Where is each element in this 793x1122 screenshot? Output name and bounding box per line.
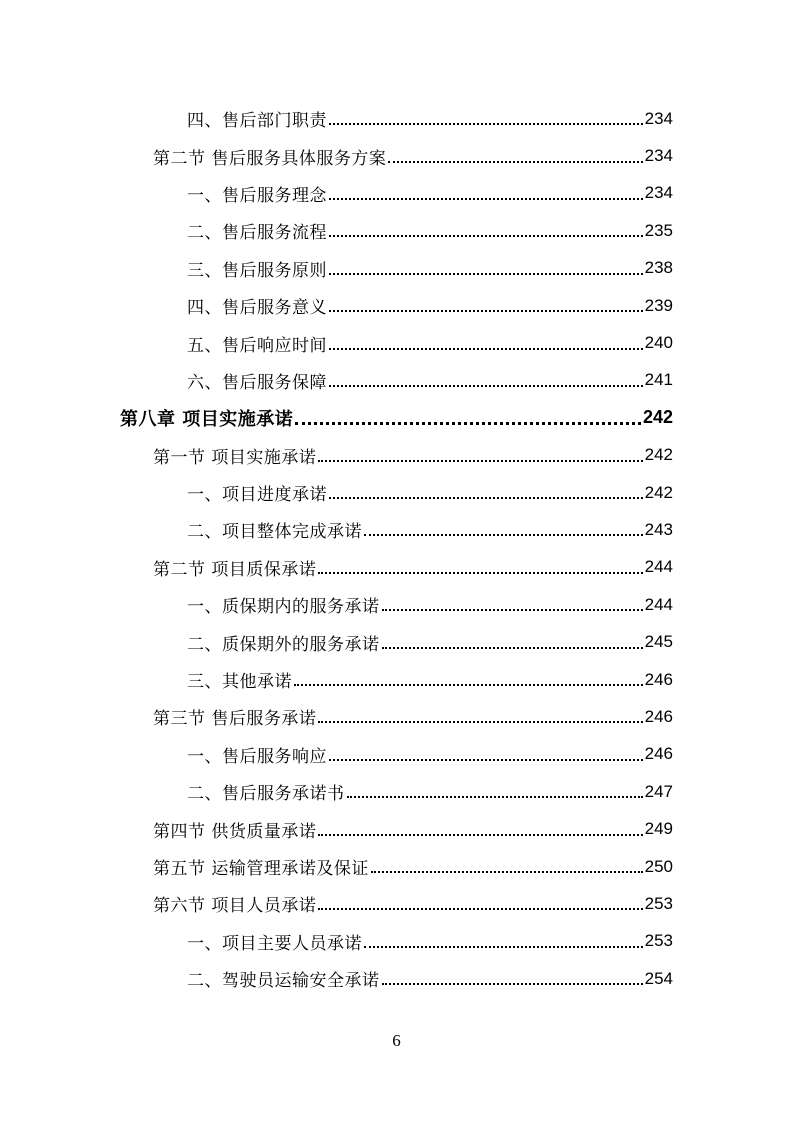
toc-dot-leader: [318, 459, 642, 462]
toc-dot-leader: [329, 234, 643, 237]
toc-dot-leader: [329, 197, 643, 200]
toc-dot-leader: [347, 795, 643, 798]
toc-entry-page: 254: [644, 968, 673, 988]
toc-entry-page: 234: [644, 146, 673, 166]
toc-entry-title: 四、售后服务意义: [187, 298, 327, 319]
toc-dot-leader: [329, 758, 643, 761]
toc-entry-title: 第六节 项目人员承诺: [153, 896, 317, 917]
toc-entry[interactable]: [0, 474, 793, 511]
table-of-contents: [0, 100, 793, 997]
toc-dot-leader: [364, 533, 643, 536]
toc-entry[interactable]: [0, 175, 793, 212]
toc-entry-title: 第四节 供货质量承诺: [153, 821, 317, 842]
toc-entry-title: 二、售后服务承诺书: [187, 784, 345, 805]
toc-dot-leader: [329, 309, 643, 312]
toc-entry[interactable]: [0, 287, 793, 324]
toc-entry-title: 第三节 售后服务承诺: [153, 709, 317, 730]
toc-entry-page: 249: [644, 819, 673, 839]
toc-entry-title: 第八章 项目实施承诺: [120, 408, 294, 430]
toc-entry-page: 242: [644, 445, 673, 465]
toc-entry[interactable]: [0, 437, 793, 474]
toc-dot-leader: [388, 160, 642, 163]
toc-entry[interactable]: [0, 362, 793, 399]
toc-entry-title: 第二节 售后服务具体服务方案: [153, 148, 387, 169]
toc-entry[interactable]: [0, 736, 793, 773]
toc-entry[interactable]: [0, 623, 793, 660]
toc-dot-leader: [329, 122, 643, 125]
toc-entry[interactable]: [0, 960, 793, 997]
toc-entry-page: 244: [644, 594, 673, 614]
toc-entry[interactable]: [0, 810, 793, 847]
toc-entry-page: 253: [644, 893, 673, 913]
toc-entry-page: 246: [644, 669, 673, 689]
toc-entry-page: 245: [644, 632, 673, 652]
toc-dot-leader: [294, 683, 643, 686]
toc-entry-page: 242: [644, 482, 673, 502]
toc-entry-page: 235: [644, 220, 673, 240]
toc-entry-page: 240: [644, 333, 673, 353]
toc-entry-title: 二、项目整体完成承诺: [187, 522, 362, 543]
toc-entry-page: 238: [644, 258, 673, 278]
toc-entry[interactable]: [0, 848, 793, 885]
toc-entry-page: 247: [644, 781, 673, 801]
toc-entry[interactable]: [0, 885, 793, 922]
toc-entry[interactable]: [0, 586, 793, 623]
toc-entry-title: 一、售后服务理念: [187, 185, 327, 206]
toc-dot-leader: [329, 272, 643, 275]
toc-entry-page: 246: [644, 744, 673, 764]
toc-entry-page: 242: [642, 407, 673, 428]
toc-dot-leader: [318, 720, 642, 723]
toc-entry[interactable]: [0, 698, 793, 735]
toc-entry[interactable]: [0, 324, 793, 361]
toc-entry[interactable]: [0, 100, 793, 137]
toc-dot-leader: [318, 907, 642, 910]
toc-dot-leader: [364, 945, 643, 948]
toc-entry-page: 250: [644, 856, 673, 876]
toc-entry[interactable]: [0, 923, 793, 960]
toc-entry[interactable]: [0, 212, 793, 249]
toc-entry[interactable]: [0, 250, 793, 287]
toc-entry-title: 三、其他承诺: [187, 672, 292, 693]
toc-entry-title: 一、售后服务响应: [187, 746, 327, 767]
toc-entry-title: 第五节 运输管理承诺及保证: [153, 859, 369, 879]
toc-entry-title: 二、驾驶员运输安全承诺: [187, 971, 380, 992]
toc-entry-page: 253: [644, 931, 673, 951]
toc-entry-page: 234: [644, 108, 673, 128]
toc-entry-page: 243: [644, 519, 673, 539]
toc-dot-leader: [329, 496, 643, 499]
toc-dot-leader: [329, 347, 643, 350]
toc-entry-page: 244: [644, 557, 673, 577]
toc-entry-title: 二、售后服务流程: [187, 223, 327, 244]
toc-entry[interactable]: [0, 661, 793, 698]
toc-entry-page: 234: [644, 183, 673, 203]
toc-entry[interactable]: [0, 399, 793, 436]
toc-entry-page: 239: [644, 295, 673, 315]
toc-dot-leader: [318, 571, 642, 574]
toc-dot-leader: [318, 833, 642, 836]
toc-dot-leader: [371, 870, 643, 873]
toc-entry-title: 三、售后服务原则: [187, 260, 327, 281]
toc-dot-leader: [295, 421, 641, 425]
toc-entry-title: 四、售后部门职责: [187, 111, 327, 132]
toc-entry-title: 六、售后服务保障: [187, 372, 327, 393]
toc-entry-page: 246: [644, 706, 673, 726]
toc-entry-title: 二、质保期外的服务承诺: [187, 634, 380, 655]
toc-dot-leader: [382, 982, 643, 985]
toc-entry[interactable]: [0, 511, 793, 548]
toc-entry[interactable]: [0, 773, 793, 810]
toc-entry-title: 第一节 项目实施承诺: [153, 447, 317, 468]
toc-entry-title: 一、项目主要人员承诺: [187, 933, 362, 954]
toc-entry-page: 241: [644, 370, 673, 390]
toc-entry-title: 一、质保期内的服务承诺: [187, 597, 380, 618]
toc-dot-leader: [329, 384, 643, 387]
toc-dot-leader: [382, 608, 643, 611]
toc-entry-title: 五、售后响应时间: [187, 335, 327, 356]
toc-entry-title: 一、项目进度承诺: [187, 485, 327, 506]
toc-entry[interactable]: [0, 137, 793, 174]
toc-dot-leader: [382, 646, 643, 649]
page-number: 6: [392, 1031, 401, 1050]
toc-entry-title: 第二节 项目质保承诺: [153, 559, 317, 580]
toc-entry[interactable]: [0, 549, 793, 586]
